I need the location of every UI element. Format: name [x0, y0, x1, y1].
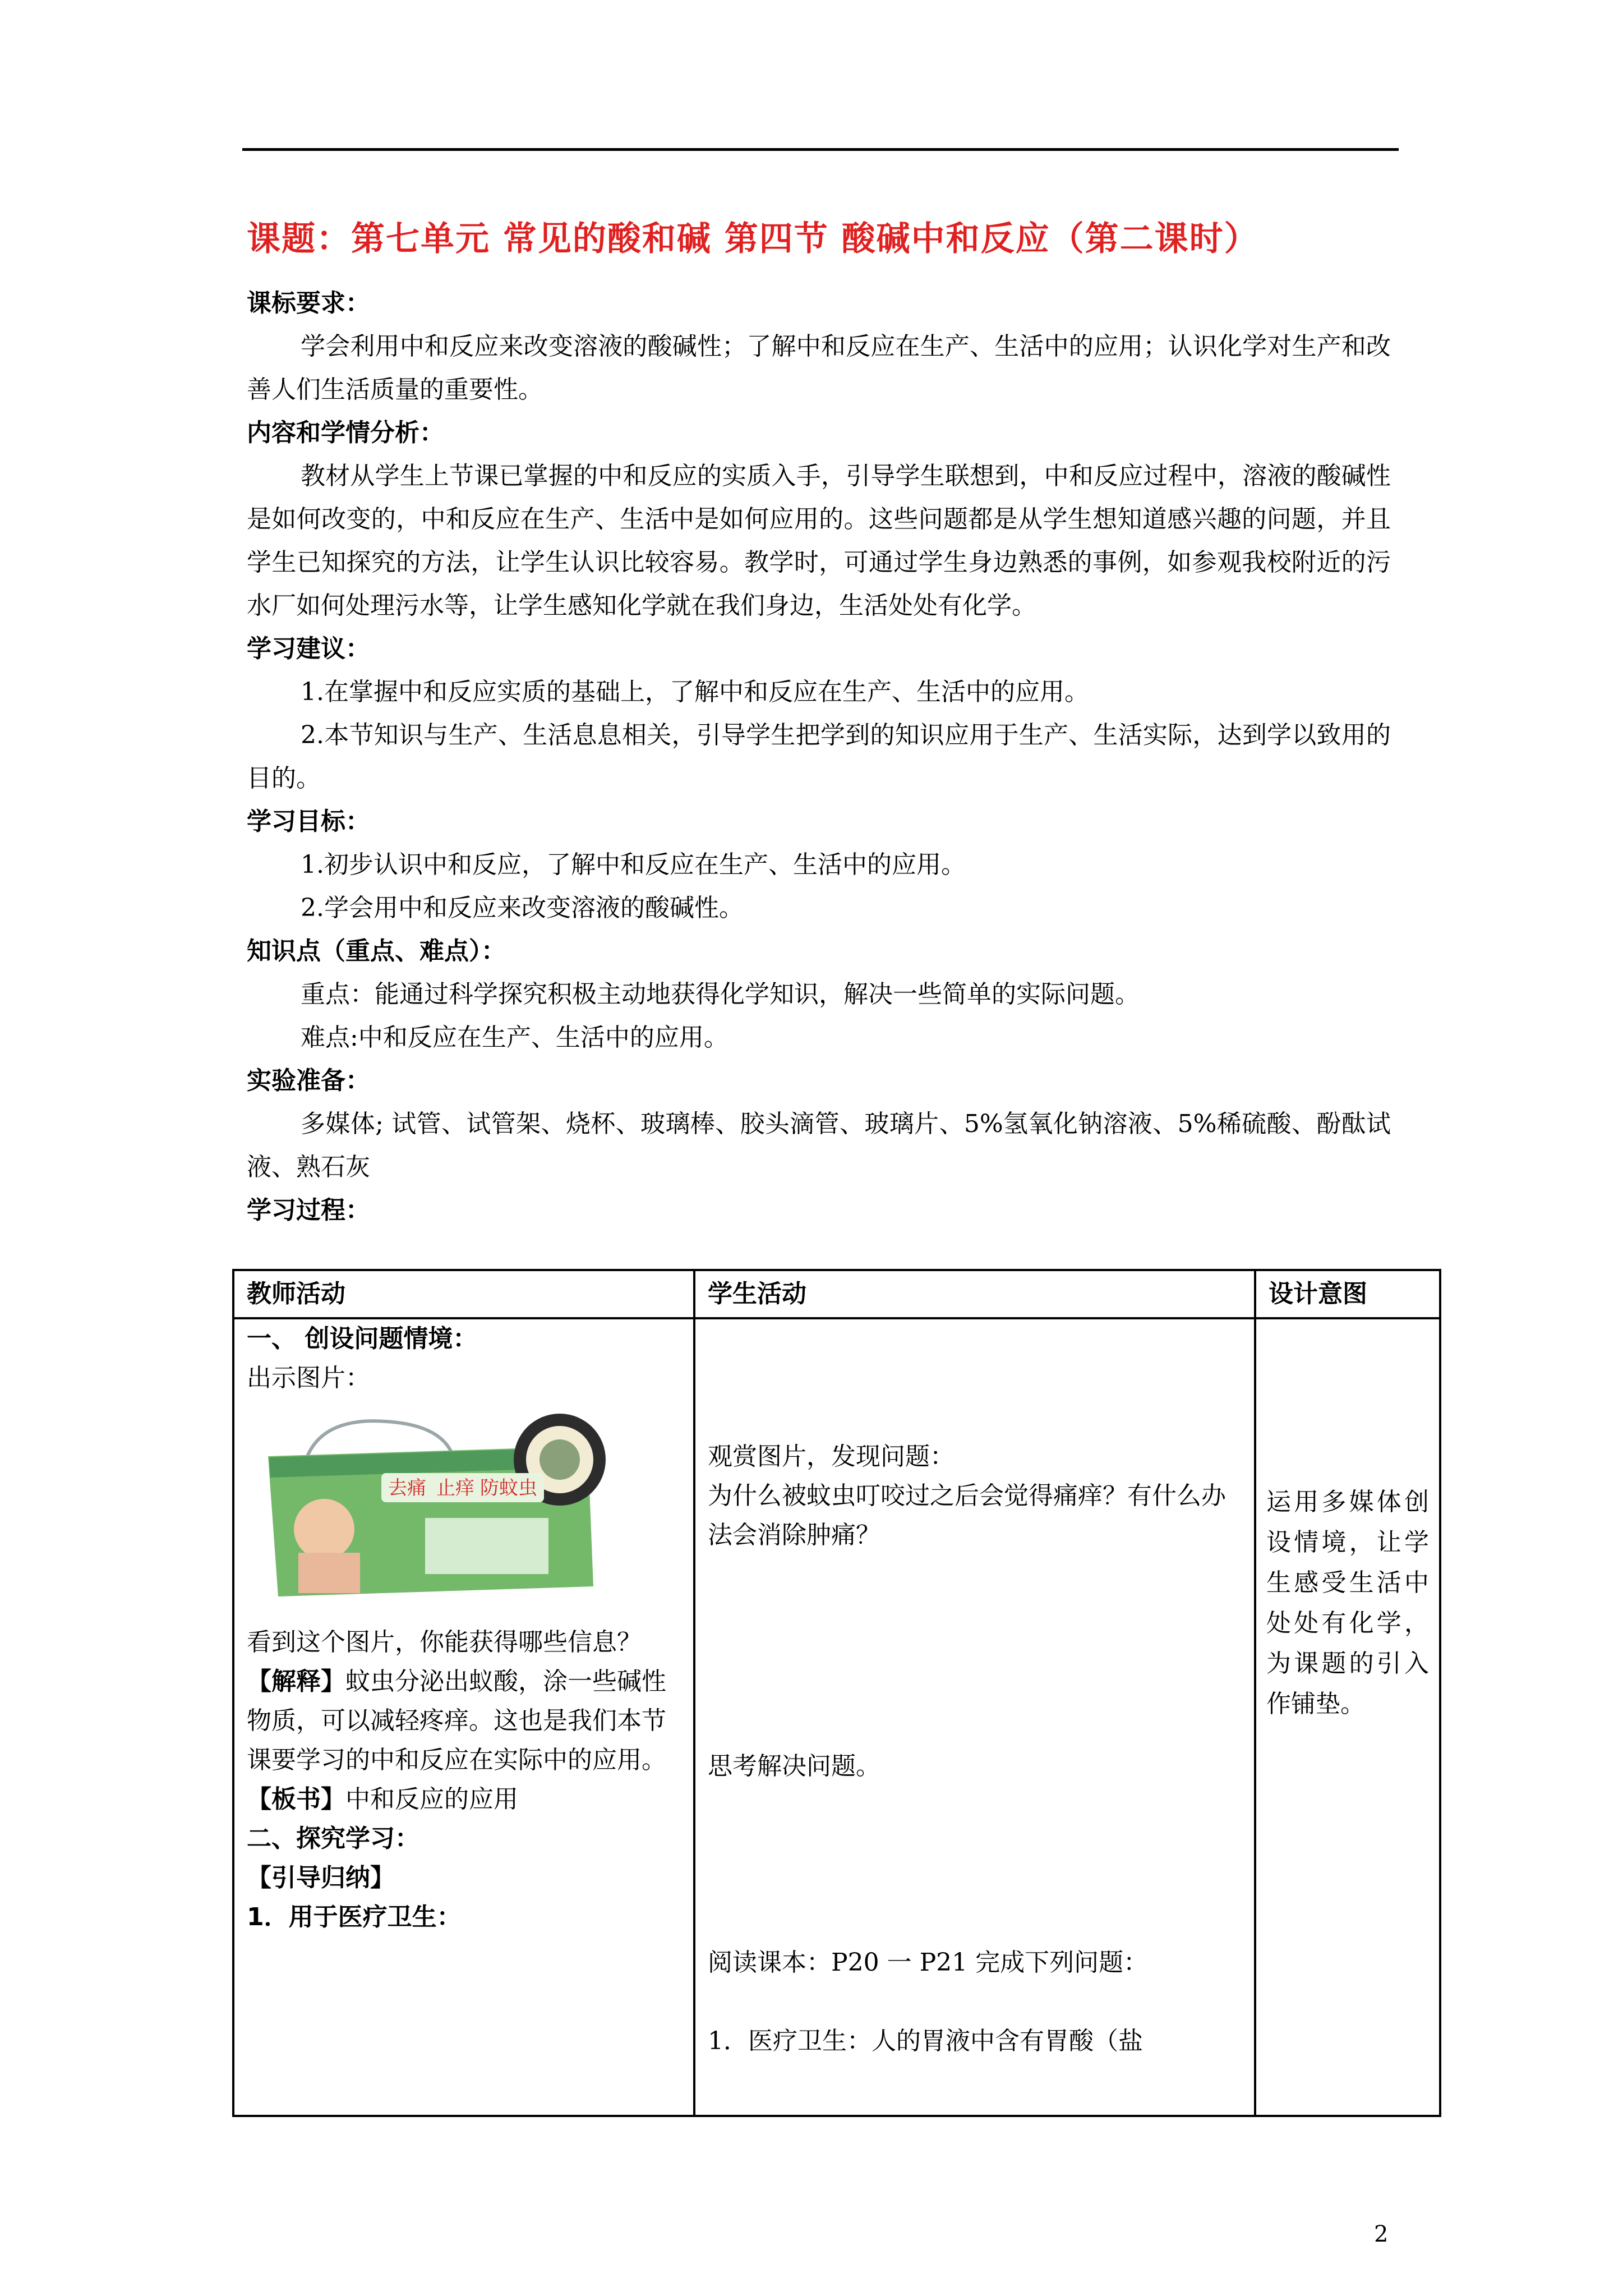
- page-title: 课题：第七单元 常见的酸和碱 第四节 酸碱中和反应（第二课时）: [247, 219, 1259, 259]
- table-row: [233, 1318, 1440, 2116]
- teacher-induct: 【引导归纳】: [247, 1864, 395, 1892]
- table-header-row: [233, 1270, 1440, 1318]
- section-heading: 实验准备：: [247, 1066, 370, 1095]
- header-rule: [242, 148, 1399, 151]
- paragraph: 难点:中和反应在生产、生活中的应用。: [301, 1023, 728, 1052]
- board-tag: 【板书】: [247, 1785, 345, 1814]
- section-heading: 知识点（重点、难点）：: [247, 937, 506, 965]
- product-photo: [257, 1406, 677, 1596]
- header-teacher: 教师活动: [233, 1270, 694, 1318]
- student-read: 阅读课本：P20 一 P21 完成下列问题：: [708, 1948, 1149, 1977]
- show-picture-text: 出示图片：: [247, 1364, 370, 1392]
- paragraph: 学会利用中和反应来改变溶液的酸碱性；了解中和反应在生产、生活中的应用；认识化学对生产和改善人们生活质量的重要性。: [247, 332, 1391, 404]
- board-text: 中和反应的应用: [345, 1785, 518, 1814]
- teacher-activity-cell: [233, 1318, 694, 2116]
- page-number: 2: [1374, 2221, 1389, 2247]
- section-heading: 学习建议：: [247, 634, 370, 663]
- document-body: [247, 282, 1391, 1232]
- header-student: 学生活动: [694, 1270, 1255, 1318]
- teacher-h1: 一、 创设问题情境：: [247, 1324, 478, 1353]
- paragraph: 1.初步认识中和反应，了解中和反应在生产、生活中的应用。: [301, 850, 966, 879]
- student-item1: 1．医疗卫生：人的胃液中含有胃酸（盐: [708, 2027, 1143, 2055]
- section-heading: 内容和学情分析：: [247, 418, 444, 447]
- teacher-question: 看到这个图片，你能获得哪些信息？: [247, 1628, 642, 1657]
- learning-process-table: [232, 1269, 1441, 2117]
- design-intent-text: 运用多媒体创设情境，让学生感受生活中处处有化学，为课题的引入作铺垫。: [1266, 1488, 1429, 1718]
- explain-text: 蚊虫分泌出蚁酸，涂一些碱性物质，可以减轻疼痒。这也是我们本节课要学习的中和反应在实际中的应用。: [247, 1667, 666, 1774]
- paragraph: 2.本节知识与生产、生活息息相关，引导学生把学到的知识应用于生产、生活实际，达到学以致用的目的。: [247, 721, 1391, 793]
- student-activity-cell: [694, 1318, 1255, 2116]
- photo-text-itch: 止痒: [436, 1477, 474, 1499]
- teacher-explain: [247, 1662, 681, 1780]
- paragraph: 2.学会用中和反应来改变溶液的酸碱性。: [301, 894, 744, 922]
- paragraph: 重点：能通过科学探究积极主动地获得化学知识，解决一些简单的实际问题。: [301, 980, 1140, 1009]
- section-heading: 学习目标：: [247, 807, 370, 836]
- teacher-item1: 1．用于医疗卫生：: [247, 1903, 462, 1931]
- paragraph: 教材从学生上节课已掌握的中和反应的实质入手，引导学生联想到，中和反应过程中，溶液的酸碱性是如何改变的，中和反应在生产、生活中是如何应用的。这些问题都是从学生想知道感兴趣的问题，并且学生已知探究的方法，让学生认识比较容易。教学时，可通过学生身边熟悉的事例，如参观我校附近的污水厂如何处理污水等，让学生感知化学就在我们身边，生活处处有化学。: [247, 462, 1391, 620]
- photo-text-pain: 去痛: [388, 1477, 426, 1499]
- section-heading: 学习过程：: [247, 1196, 370, 1225]
- teacher-h2: 二、探究学习：: [247, 1824, 419, 1853]
- paragraph: 1.在掌握中和反应实质的基础上，了解中和反应在生产、生活中的应用。: [301, 678, 1089, 706]
- section-heading: 课标要求：: [247, 289, 370, 318]
- paragraph: 多媒体; 试管、试管架、烧杯、玻璃棒、胶头滴管、玻璃片、5%氢氧化钠溶液、5%稀硫酸、酚酞试液、熟石灰: [247, 1110, 1391, 1181]
- design-intent-cell: [1255, 1318, 1440, 2116]
- student-observe: 观赏图片，发现问题：: [708, 1442, 955, 1471]
- header-design: 设计意图: [1255, 1270, 1440, 1318]
- photo-text-mosquito: 防蚊虫: [480, 1477, 537, 1499]
- explain-tag: 【解释】: [247, 1667, 345, 1696]
- student-question: 为什么被蚊虫叮咬过之后会觉得痛痒？有什么办法会消除肿痛？: [708, 1481, 1226, 1549]
- teacher-board: [247, 1780, 681, 1819]
- student-think: 思考解决问题。: [708, 1752, 880, 1780]
